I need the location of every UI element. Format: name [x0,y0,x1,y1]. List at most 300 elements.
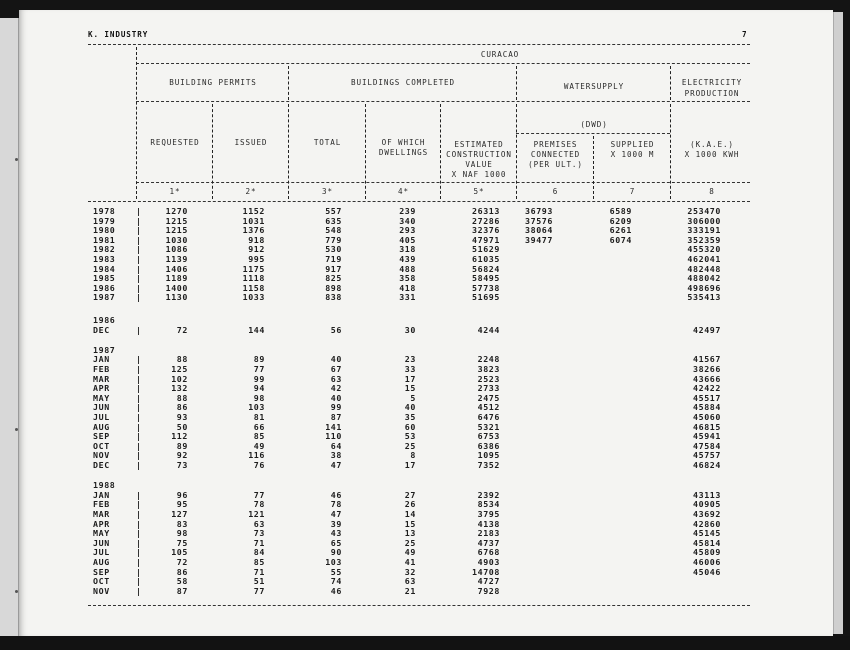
table-cell: 127 [171,509,188,519]
row-divider: | [136,412,142,422]
row-label: OCT [93,441,110,451]
table-cell: 6753 [477,431,500,441]
table-cell: 548 [325,225,342,235]
table-cell: 96 [176,490,188,500]
table-cell: 95 [176,499,188,509]
table-cell: 51 [253,576,265,586]
divider-col [288,104,289,199]
col-header-total: TOTAL [313,138,342,147]
divider-col [670,104,671,199]
table-cell: 112 [171,431,188,441]
row-divider: | [136,509,142,519]
table-cell: 1118 [242,273,265,283]
table-cell: 47 [330,509,342,519]
table-cell: 42860 [693,519,721,529]
table-cell: 99 [330,402,342,412]
row-label: DEC [93,325,110,335]
row-label: 1978 [93,206,116,216]
table-cell: 45060 [693,412,721,422]
table-cell: 46815 [693,422,721,432]
table-cell: 779 [325,235,342,245]
table-cell: 42 [330,383,342,393]
row-label: MAR [93,509,110,519]
table-cell: 116 [248,450,265,460]
table-cell: 5 [410,393,416,403]
rule-region [136,63,750,64]
table-cell: 1406 [165,264,188,274]
page-number: 7 [742,30,748,39]
row-divider: | [136,538,142,548]
divider-col [365,104,366,199]
section-title: K. INDUSTRY [88,30,149,39]
rule-top [88,44,750,45]
year-heading: 1988 [93,480,116,490]
table-cell: 93 [176,412,188,422]
table-cell: 4244 [477,325,500,335]
table-cell: 77 [253,586,265,596]
table-cell: 439 [399,254,416,264]
col-header-kae-2: X 1000 KWH [684,150,740,159]
table-cell: 1033 [242,292,265,302]
table-cell: 38266 [693,364,721,374]
row-label: FEB [93,499,110,509]
row-divider: | [136,431,142,441]
table-cell: 45884 [693,402,721,412]
table-cell: 47584 [693,441,721,451]
table-cell: 49 [404,547,416,557]
row-divider: | [136,264,142,274]
table-cell: 6074 [609,235,632,245]
row-label: AUG [93,557,110,567]
binding-mark [15,590,18,593]
table-cell: 838 [325,292,342,302]
table-cell: 61035 [472,254,500,264]
table-cell: 85 [253,431,265,441]
table-cell: 917 [325,264,342,274]
row-divider: | [136,557,142,567]
row-label: 1987 [93,292,116,302]
table-cell: 87 [176,586,188,596]
table-cell: 482448 [687,264,721,274]
row-label: MAR [93,374,110,384]
row-divider: | [136,292,142,302]
table-cell: 53 [404,431,416,441]
row-label: SEP [93,567,110,577]
table-cell: 64 [330,441,342,451]
col-number: 2* [245,187,257,196]
table-cell: 71 [253,538,265,548]
row-divider: | [136,441,142,451]
table-cell: 98 [253,393,265,403]
row-divider: | [136,283,142,293]
table-cell: 15 [404,519,416,529]
table-cell: 4512 [477,402,500,412]
facing-page-edge [0,18,20,638]
table-cell: 1400 [165,283,188,293]
row-label: NOV [93,586,110,596]
row-label: APR [93,383,110,393]
table-cell: 41567 [693,354,721,364]
table-cell: 8534 [477,499,500,509]
col-header-supplied-2: X 1000 M [610,150,655,159]
row-divider: | [136,576,142,586]
table-cell: 6209 [609,216,632,226]
col-header-value-3: VALUE [465,160,493,169]
table-cell: 530 [325,244,342,254]
table-cell: 39 [330,519,342,529]
table-cell: 25 [404,538,416,548]
table-cell: 3823 [477,364,500,374]
row-label: 1985 [93,273,116,283]
table-cell: 2183 [477,528,500,538]
table-cell: 36793 [525,206,553,216]
divider-group [516,66,517,100]
col-header-premises-1: PREMISES [533,140,578,149]
divider-col [593,136,594,199]
table-cell: 40 [330,354,342,364]
row-label: JUL [93,547,110,557]
row-divider: | [136,450,142,460]
table-cell: 253470 [687,206,721,216]
row-label: MAY [93,528,110,538]
table-cell: 2248 [477,354,500,364]
group-watersupply: WATERSUPPLY [563,82,625,91]
binding-mark [15,428,18,431]
table-cell: 40 [330,393,342,403]
table-cell: 125 [171,364,188,374]
table-cell: 488042 [687,273,721,283]
table-cell: 17 [404,460,416,470]
table-cell: 340 [399,216,416,226]
col-header-issued: ISSUED [234,138,268,147]
table-cell: 4903 [477,557,500,567]
table-cell: 4727 [477,576,500,586]
page-stack-edge [833,12,843,634]
row-divider: | [136,393,142,403]
table-cell: 6386 [477,441,500,451]
table-cell: 4737 [477,538,500,548]
table-cell: 293 [399,225,416,235]
table-cell: 86 [176,567,188,577]
row-divider: | [136,235,142,245]
table-cell: 45517 [693,393,721,403]
table-cell: 55 [330,567,342,577]
row-divider: | [136,567,142,577]
table-cell: 51695 [472,292,500,302]
table-cell: 358 [399,273,416,283]
group-electricity-line2: PRODUCTION [684,89,740,98]
col-header-value-4: X NAF 1000 [451,170,507,179]
table-cell: 462041 [687,254,721,264]
table-cell: 3795 [477,509,500,519]
table-cell: 46 [330,490,342,500]
row-divider: | [136,364,142,374]
table-cell: 1139 [165,254,188,264]
table-cell: 1130 [165,292,188,302]
row-label: DEC [93,460,110,470]
table-cell: 14 [404,509,416,519]
row-divider: | [136,216,142,226]
table-cell: 58 [176,576,188,586]
table-cell: 26313 [472,206,500,216]
table-cell: 918 [248,235,265,245]
row-divider: | [136,528,142,538]
table-cell: 39477 [525,235,553,245]
row-divider: | [136,547,142,557]
row-divider: | [136,422,142,432]
table-cell: 56824 [472,264,500,274]
table-cell: 76 [253,460,265,470]
row-label: 1983 [93,254,116,264]
table-cell: 5321 [477,422,500,432]
table-cell: 14708 [472,567,500,577]
group-dwd: (DWD) [580,120,608,129]
table-cell: 56 [330,325,342,335]
table-cell: 67 [330,364,342,374]
table-cell: 488 [399,264,416,274]
table-cell: 84 [253,547,265,557]
table-cell: 46006 [693,557,721,567]
row-divider: | [136,254,142,264]
row-divider: | [136,354,142,364]
table-cell: 90 [330,547,342,557]
table-cell: 1215 [165,216,188,226]
table-cell: 71 [253,567,265,577]
row-divider: | [136,383,142,393]
table-cell: 45046 [693,567,721,577]
col-header-supplied-1: SUPPLIED [610,140,655,149]
row-divider: | [136,273,142,283]
table-cell: 47971 [472,235,500,245]
rule-table-bottom [88,605,750,606]
row-label: APR [93,519,110,529]
row-label: 1986 [93,283,116,293]
table-cell: 6768 [477,547,500,557]
table-cell: 37576 [525,216,553,226]
scan-background [0,636,850,650]
row-divider: | [136,244,142,254]
table-cell: 23 [404,354,416,364]
table-cell: 995 [248,254,265,264]
row-label: JAN [93,490,110,500]
table-cell: 73 [253,528,265,538]
table-cell: 42497 [693,325,721,335]
table-cell: 74 [330,576,342,586]
table-cell: 557 [325,206,342,216]
table-cell: 77 [253,364,265,374]
table-cell: 25 [404,441,416,451]
table-cell: 333191 [687,225,721,235]
table-cell: 2392 [477,490,500,500]
table-cell: 1158 [242,283,265,293]
table-cell: 4138 [477,519,500,529]
row-label: NOV [93,450,110,460]
table-cell: 92 [176,450,188,460]
table-cell: 38064 [525,225,553,235]
row-divider: | [136,499,142,509]
rule-groups [136,101,750,102]
group-building-permits: BUILDING PERMITS [169,78,257,87]
table-cell: 45941 [693,431,721,441]
table-cell: 78 [330,499,342,509]
table-cell: 15 [404,383,416,393]
table-cell: 38 [330,450,342,460]
table-cell: 58495 [472,273,500,283]
row-divider: | [136,325,142,335]
table-cell: 13 [404,528,416,538]
row-label: SEP [93,431,110,441]
table-cell: 239 [399,206,416,216]
table-cell: 1376 [242,225,265,235]
row-label: AUG [93,422,110,432]
row-divider: | [136,519,142,529]
table-cell: 535413 [687,292,721,302]
col-number: 4* [398,187,409,196]
table-cell: 418 [399,283,416,293]
table-cell: 88 [176,354,188,364]
table-cell: 42422 [693,383,721,393]
divider-left [136,47,137,199]
table-cell: 21 [404,586,416,596]
col-number: 8 [709,187,715,196]
table-cell: 825 [325,273,342,283]
col-number: 1* [169,187,181,196]
table-cell: 50 [176,422,188,432]
col-header-value-2: CONSTRUCTION [446,150,512,159]
table-cell: 105 [171,547,188,557]
row-label: FEB [93,364,110,374]
table-cell: 66 [253,422,265,432]
table-cell: 498696 [687,283,721,293]
table-cell: 43692 [693,509,721,519]
table-cell: 89 [253,354,265,364]
table-cell: 2475 [477,393,500,403]
col-number: 7 [629,187,636,196]
table-cell: 99 [253,374,265,384]
table-cell: 331 [399,292,416,302]
table-cell: 1215 [165,225,188,235]
table-cell: 1152 [242,206,265,216]
table-cell: 32376 [472,225,500,235]
row-label: JUN [93,402,110,412]
table-cell: 1175 [242,264,265,274]
row-divider: | [136,402,142,412]
col-number: 6 [552,187,559,196]
row-divider: | [136,460,142,470]
table-cell: 47 [330,460,342,470]
table-cell: 17 [404,374,416,384]
row-divider: | [136,490,142,500]
table-cell: 81 [253,412,265,422]
table-cell: 73 [176,460,188,470]
group-buildings-completed: BUILDINGS COMPLETED [351,78,455,87]
table-cell: 1031 [242,216,265,226]
table-cell: 1086 [165,244,188,254]
col-header-dwellings-2: DWELLINGS [378,148,429,157]
table-cell: 110 [325,431,342,441]
table-cell: 46 [330,586,342,596]
table-cell: 352359 [687,235,721,245]
table-cell: 318 [399,244,416,254]
table-cell: 63 [330,374,342,384]
divider-group [288,66,289,100]
table-cell: 40905 [693,499,721,509]
binding-mark [15,158,18,161]
table-cell: 40 [404,402,416,412]
table-cell: 6261 [609,225,632,235]
row-divider: | [136,586,142,596]
table-cell: 77 [253,490,265,500]
table-cell: 65 [330,538,342,548]
table-cell: 45757 [693,450,721,460]
row-label: 1980 [93,225,116,235]
row-divider: | [136,225,142,235]
table-cell: 1095 [477,450,500,460]
table-cell: 60 [404,422,416,432]
table-cell: 2523 [477,374,500,384]
table-cell: 27286 [472,216,500,226]
table-cell: 63 [253,519,265,529]
col-number: 5* [473,187,485,196]
table-cell: 898 [325,283,342,293]
table-cell: 121 [248,509,265,519]
table-cell: 719 [325,254,342,264]
table-cell: 49 [253,441,265,451]
row-divider: | [136,206,142,216]
table-cell: 43 [330,528,342,538]
table-cell: 102 [171,374,188,384]
row-label: 1982 [93,244,116,254]
row-label: 1981 [93,235,116,245]
row-label: JAN [93,354,110,364]
table-cell: 85 [253,557,265,567]
table-cell: 43666 [693,374,721,384]
table-cell: 7352 [477,460,500,470]
rule-colnums [136,182,750,183]
year-heading: 1987 [93,345,116,355]
row-label: 1984 [93,264,116,274]
table-cell: 45814 [693,538,721,548]
table-cell: 89 [176,441,188,451]
year-heading: 1986 [93,315,116,325]
region-heading: CURACAO [480,50,520,59]
table-cell: 72 [176,557,188,567]
table-cell: 57738 [472,283,500,293]
table-cell: 46824 [693,460,721,470]
col-number: 3* [322,187,333,196]
table-cell: 141 [325,422,342,432]
group-electricity-line1: ELECTRICITY [681,78,743,87]
table-cell: 63 [404,576,416,586]
table-cell: 6476 [477,412,500,422]
table-cell: 94 [253,383,265,393]
table-cell: 33 [404,364,416,374]
col-header-premises-2: CONNECTED [530,150,581,159]
table-cell: 2733 [477,383,500,393]
table-cell: 32 [404,567,416,577]
table-cell: 98 [176,528,188,538]
table-cell: 6589 [609,206,632,216]
table-cell: 51629 [472,244,500,254]
row-label: JUL [93,412,110,422]
table-cell: 41 [404,557,416,567]
table-cell: 83 [176,519,188,529]
table-cell: 78 [253,499,265,509]
table-cell: 144 [248,325,265,335]
row-label: JUN [93,538,110,548]
table-cell: 45145 [693,528,721,538]
table-cell: 7928 [477,586,500,596]
